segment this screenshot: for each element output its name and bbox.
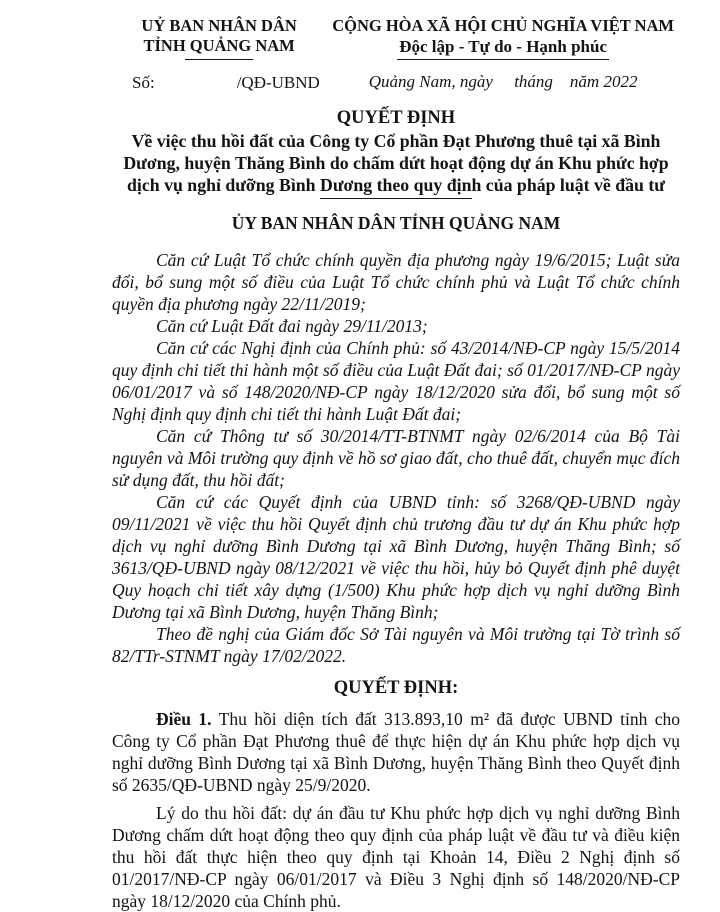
document-header — [112, 16, 680, 93]
preamble-section — [112, 249, 680, 667]
document-type-heading: QUYẾT ĐỊNH — [336, 108, 456, 128]
article-1-label: Điều 1. — [156, 709, 212, 729]
document-number-value: /QĐ-UBND — [236, 73, 320, 92]
issuing-authority-block — [112, 16, 326, 93]
national-motto-line1: CỘNG HÒA XÃ HỘI CHỦ NGHĨA VIỆT NAM — [332, 16, 675, 35]
legal-basis-paragraph: Căn cứ Luật Đất đai ngày 29/11/2013; — [156, 316, 428, 336]
national-motto-line2-wrap — [326, 37, 680, 60]
article-1-text: Thu hồi diện tích đất 313.893,10 m² đã được UBND tỉnh cho Công ty Cổ phần Đạt Phương thuê để thực hiện dự án Khu phức hợp dịch vụ nghỉ dưỡng Bình Dương tại xã Bình Dương, huyện Thăng Bình theo Quyết định số 2635/QĐ-UBND ngày 25/9/2020. — [112, 709, 680, 795]
issuer-underline — [185, 59, 253, 60]
deciding-authority: ỦY BAN NHÂN DÂN TỈNH QUẢNG NAM — [231, 213, 561, 233]
national-motto-block — [326, 16, 680, 92]
legal-basis-paragraph: Căn cứ các Nghị định của Chính phủ: số 43/2014/NĐ-CP ngày 15/5/2014 quy định chi tiết thi hành một số điều của Luật Đất đai; số 01/2017/NĐ-CP ngày 06/01/2017 và số 148/2020/NĐ-CP ngày 18/12/2020 sửa đổi, bổ sung một số Nghị định quy định chi tiết thi hành Luật Đất đai; — [112, 338, 680, 424]
legal-basis-paragraph: Căn cứ Luật Tổ chức chính quyền địa phương ngày 19/6/2015; Luật sửa đổi, bổ sung một số điều của Luật Tổ chức chính phủ và Luật Tổ chức chính quyền địa phương ngày 22/11/2019; — [112, 250, 680, 314]
title-divider — [320, 198, 472, 199]
articles-section — [112, 708, 680, 912]
document-subject: Về việc thu hồi đất của Công ty Cổ phần Đạt Phương thuê tại xã Bình Dương, huyện Thăng Bình do chấm dứt hoạt động dự án Khu phức hợp dịch vụ nghỉ dưỡng Bình Dương theo quy định của pháp luật về đầu tư — [123, 131, 669, 195]
legal-basis-paragraph: Căn cứ Thông tư số 30/2014/TT-BTNMT ngày 02/6/2014 của Bộ Tài nguyên và Môi trường quy định về hồ sơ giao đất, cho thuê đất, chuyển mục đích sử dụng đất, thu hồi đất; — [112, 426, 680, 490]
revocation-reason-paragraph: Lý do thu hồi đất: dự án đầu tư Khu phức hợp dịch vụ nghỉ dưỡng Bình Dương chấm dứt hoạt động theo quy định của pháp luật về đầu tư và điều kiện thu hồi đất thực hiện theo quy định tại Khoản 14, Điều 2 Nghị định số 01/2017/NĐ-CP ngày 06/01/2017 và Điều 3 Nghị định số 148/2020/NĐ-CP ngày 18/12/2020 của Chính phủ. — [112, 803, 680, 911]
issuer-line2: TỈNH QUẢNG NAM — [143, 36, 295, 55]
document-number-line — [112, 73, 326, 93]
proposal-paragraph: Theo đề nghị của Giám đốc Sở Tài nguyên và Môi trường tại Tờ trình số 82/TTr-STNMT ngày 17/02/2022. — [112, 624, 680, 666]
issuer-line1: UỶ BAN NHÂN DÂN — [141, 16, 297, 35]
title-block — [112, 107, 680, 234]
decision-heading: QUYẾT ĐỊNH: — [333, 678, 459, 698]
document-number-label: Số: — [132, 73, 155, 92]
legal-basis-paragraph: Căn cứ các Quyết định của UBND tỉnh: số 3268/QĐ-UBND ngày 09/11/2021 về việc thu hồi Quyết định chủ trương đầu tư dự án Khu phức hợp dịch vụ nghỉ dưỡng Bình Dương tại xã Bình Dương, huyện Thăng Bình; số 3613/QĐ-UBND ngày 08/12/2021 về việc thu hồi, hủy bỏ Quyết định phê duyệt Quy hoạch chi tiết xây dựng (1/500) Khu phức hợp dịch vụ nghỉ dưỡng Bình Dương tại xã Bình Dương, huyện Thăng Bình; — [112, 492, 680, 622]
place-date-line: Quảng Nam, ngày tháng năm 2022 — [368, 72, 638, 91]
national-motto-line2: Độc lập - Tự do - Hạnh phúc — [397, 37, 609, 60]
article-1-paragraph — [112, 708, 680, 796]
